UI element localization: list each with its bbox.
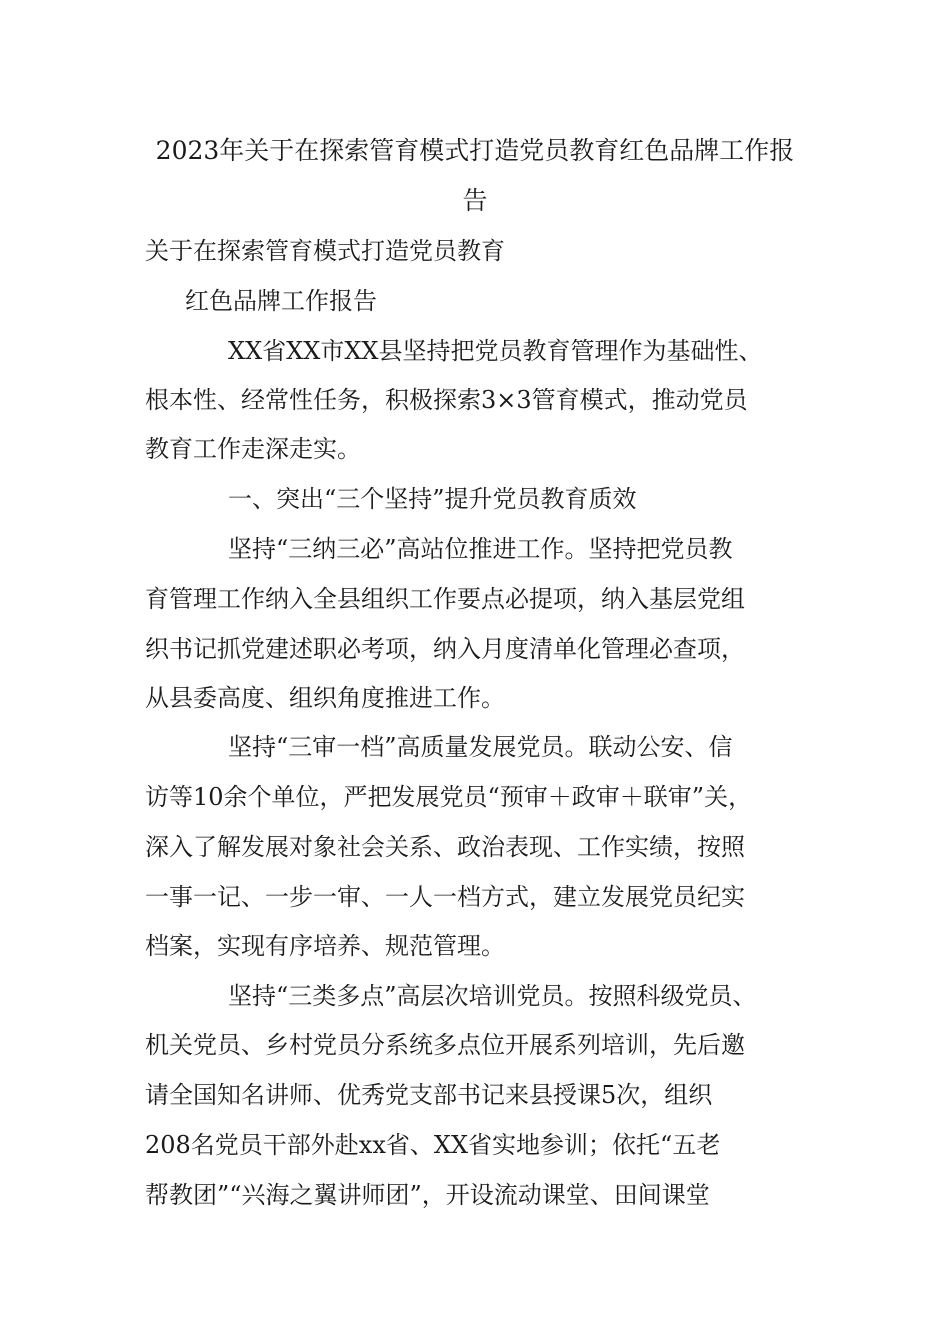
document-title-line-1: 2023年关于在探索管育模式打造党员教育红色品牌工作报 bbox=[155, 136, 795, 165]
body-line: 坚持“三审一档”高质量发展党员。联动公安、信 bbox=[228, 733, 733, 761]
body-line: 深入了解发展对象社会关系、政治表现、工作实绩，按照 bbox=[145, 833, 745, 861]
subtitle-line-2: 红色品牌工作报告 bbox=[185, 287, 377, 315]
document-title-line-2: 告 bbox=[462, 186, 488, 215]
body-line: 一事一记、一步一审、一人一档方式，建立发展党员纪实 bbox=[145, 883, 745, 911]
section-heading: 一、突出“三个坚持”提升党员教育质效 bbox=[228, 485, 637, 513]
body-line: 访等10余个单位，严把发展党员“预审＋政审＋联审”关， bbox=[145, 783, 753, 811]
body-line: 织书记抓党建述职必考项，纳入月度清单化管理必查项， bbox=[145, 635, 745, 663]
subtitle-line-1: 关于在探索管育模式打造党员教育 bbox=[145, 237, 505, 265]
body-line: 从县委高度、组织角度推进工作。 bbox=[145, 684, 505, 712]
body-line: 档案，实现有序培养、规范管理。 bbox=[145, 932, 505, 960]
body-line: 请全国知名讲师、优秀党支部书记来县授课5次，组织 bbox=[145, 1081, 713, 1109]
body-line: 教育工作走深走实。 bbox=[145, 435, 361, 463]
body-line: 根本性、经常性任务，积极探索3×3管育模式，推动党员 bbox=[145, 386, 748, 414]
body-line: 育管理工作纳入全县组织工作要点必提项，纳入基层党组 bbox=[145, 585, 745, 613]
body-line: 机关党员、乡村党员分系统多点位开展系列培训，先后邀 bbox=[145, 1031, 745, 1059]
body-line: 208名党员干部外赴xx省、XX省实地参训；依托“五老 bbox=[145, 1131, 721, 1159]
body-line: 坚持“三纳三必”高站位推进工作。坚持把党员教 bbox=[228, 535, 733, 563]
body-line: 坚持“三类多点”高层次培训党员。按照科级党员、 bbox=[228, 982, 757, 1010]
body-line: 帮教团”“兴海之翼讲师团”，开设流动课堂、田间课堂 bbox=[145, 1181, 710, 1209]
body-line: XX省XX市XX县坚持把党员教育管理作为基础性、 bbox=[228, 337, 763, 365]
